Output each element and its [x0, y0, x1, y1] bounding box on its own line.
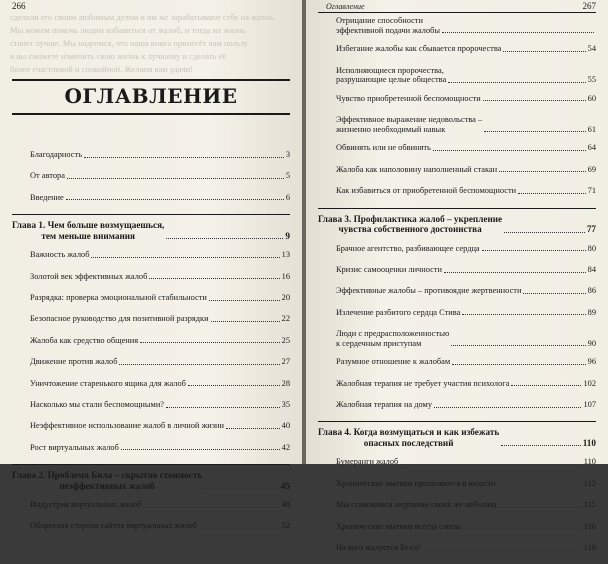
ghost-line: Мы можем помочь людям избавиться от жалоб, и тогда их жизнь — [10, 25, 246, 35]
toc-entry-label-line: Чувство приобретенной беспомощности — [336, 93, 481, 103]
toc-page-number: 20 — [281, 292, 290, 302]
toc-entry[interactable] — [12, 171, 290, 181]
header-rule — [318, 12, 596, 13]
leader-dots — [84, 157, 284, 158]
toc-entry-label — [318, 214, 502, 235]
toc-entry-label-line: Исполняющиеся пророчества, — [336, 65, 444, 75]
toc-page-number: 84 — [587, 264, 596, 274]
leader-dots — [452, 364, 585, 365]
toc-entry-label-line: Глава 1. Чем больше возмущаешься, — [12, 220, 165, 231]
toc-entry-label-line: опасных последствий — [363, 437, 454, 448]
toc-entry-label — [30, 336, 138, 346]
toc-entry-label-line: Оборотная сторона сайтов виртуальных жалоб — [30, 521, 198, 531]
toc-entry-label-line: От автора — [30, 171, 65, 181]
leader-dots — [498, 485, 582, 486]
toc-entry-label-line: Благодарность — [30, 150, 83, 159]
toc-page-number: 22 — [281, 314, 290, 324]
toc-entry-label-line: На кого жалуется Белл? — [336, 543, 421, 552]
toc-entry-label-line: Брачное агентство, разбивающее сердца — [336, 243, 480, 253]
toc-entry[interactable] — [318, 186, 596, 196]
toc-entry[interactable] — [12, 150, 290, 160]
toc-entry-label-line: чувства собственного достоинства — [338, 224, 482, 235]
toc-entry-label-line: разрушающие целые общества — [336, 75, 447, 85]
leader-dots — [188, 385, 280, 386]
right-page — [306, 0, 608, 552]
toc-entry-label-line: Жалобная терапия не требует участия психолога — [336, 378, 510, 388]
toc-page-number: 110 — [583, 457, 596, 467]
leader-dots — [462, 314, 585, 315]
toc-entry[interactable] — [12, 336, 290, 346]
toc-chapter[interactable] — [12, 220, 290, 241]
toc-entry[interactable] — [318, 357, 596, 367]
leader-dots — [484, 131, 586, 132]
toc-entry-label — [12, 470, 202, 491]
leader-dots — [433, 150, 586, 151]
toc-page-number: 71 — [587, 186, 596, 196]
toc-page-number: 102 — [583, 378, 596, 388]
toc-page-number: 5 — [285, 171, 290, 181]
toc-entry-label — [30, 314, 209, 324]
toc-entry[interactable] — [12, 500, 290, 510]
toc-entry-label-line: Индустрия виртуальных жалоб — [30, 500, 142, 510]
toc-page-number: 42 — [281, 442, 290, 452]
toc-entry[interactable] — [12, 314, 290, 324]
leader-dots — [503, 51, 585, 52]
ghost-line: и вы сможете изменить свою жизнь к лучшему и сделать её — [10, 51, 227, 61]
left-folio: 266 — [12, 1, 26, 11]
leader-dots — [199, 528, 280, 529]
toc-entry-label — [30, 250, 89, 260]
toc-entry-label-line: Эффективное выражение недовольства – — [336, 115, 483, 125]
toc-entry-label-line: Жалобная терапия на дому — [336, 400, 433, 410]
toc-entry-label — [336, 522, 461, 532]
toc-page-number: 90 — [587, 338, 596, 348]
toc-page-number: 60 — [587, 93, 596, 103]
toc-page-number: 69 — [587, 164, 596, 174]
leader-dots — [504, 232, 585, 233]
toc-entry[interactable] — [12, 250, 290, 260]
toc-entry-label — [30, 357, 117, 367]
toc-entry-label — [336, 329, 449, 348]
page-title: ОГЛАВЛЕНИЕ — [64, 84, 238, 108]
toc-entry-label-line: жизненно необходимый навык — [336, 124, 446, 134]
toc-entry-label-line: эффективной подачи жалобы — [336, 25, 441, 35]
toc-entry[interactable] — [318, 94, 596, 104]
toc-entry-label-line: Излечение разбитого сердца Стива — [336, 307, 461, 317]
toc-page-number: 45 — [280, 480, 290, 491]
toc-entry-label — [336, 165, 497, 175]
toc-entry-label — [336, 16, 440, 35]
toc-entry[interactable] — [318, 500, 596, 510]
leader-dots — [66, 199, 284, 200]
toc-entry-label-line: Движение против жалоб — [30, 357, 118, 367]
toc-entry[interactable] — [318, 379, 596, 389]
toc-entry[interactable] — [12, 193, 290, 203]
toc-entry[interactable] — [318, 457, 596, 467]
leader-dots — [451, 345, 585, 346]
toc-entry[interactable] — [318, 244, 596, 254]
leader-dots — [119, 364, 279, 365]
title-rule-top — [12, 79, 290, 81]
toc-page-number: 116 — [583, 521, 596, 531]
toc-entry[interactable] — [318, 16, 596, 35]
toc-entry[interactable] — [318, 44, 596, 54]
toc-entry[interactable] — [12, 293, 290, 303]
leader-dots — [523, 293, 585, 294]
toc-entry-label — [30, 171, 65, 181]
toc-entry[interactable] — [12, 443, 290, 453]
toc-page-number: 54 — [587, 44, 596, 54]
toc-page-number: 52 — [281, 521, 290, 531]
toc-entry-label — [30, 193, 64, 203]
leader-dots — [483, 100, 586, 101]
toc-entry[interactable] — [318, 400, 596, 410]
toc-page-number: 35 — [281, 399, 290, 409]
toc-entry-label — [336, 308, 460, 318]
chapter-divider — [318, 421, 596, 422]
leader-dots — [501, 445, 580, 446]
toc-entry-label — [336, 500, 496, 510]
leader-dots — [121, 449, 280, 450]
toc-entry-label-line: Золотой век эффективных жалоб — [30, 271, 148, 281]
toc-entry[interactable] — [318, 522, 596, 532]
toc-page-number: 16 — [281, 271, 290, 281]
bleed-through-text — [0, 8, 302, 88]
toc-right — [318, 16, 596, 564]
leader-dots — [204, 488, 279, 489]
toc-page-number: 64 — [587, 143, 596, 153]
toc-entry-label — [336, 44, 501, 54]
toc-entry[interactable] — [318, 479, 596, 489]
toc-entry-label — [30, 400, 164, 410]
toc-entry-label — [336, 94, 481, 104]
toc-entry-label — [30, 150, 82, 160]
leader-dots — [211, 321, 280, 322]
toc-chapter[interactable] — [318, 427, 596, 448]
toc-page-number: 96 — [587, 357, 596, 367]
leader-dots — [463, 528, 582, 529]
toc-left — [12, 150, 290, 543]
toc-entry-label-line: Важность жалоб — [30, 250, 90, 260]
toc-entry-label-line: Как избавиться от приобретенной беспомощности — [336, 186, 517, 196]
toc-page-number: 13 — [281, 250, 290, 260]
leader-dots — [149, 278, 279, 279]
leader-dots — [423, 550, 582, 551]
toc-entry-label-line: к сердечным приступам — [336, 338, 422, 348]
toc-entry-label-line: Рост виртуальных жалоб — [30, 442, 119, 452]
leader-dots — [482, 250, 586, 251]
toc-entry-label — [30, 500, 142, 510]
toc-page-number: 55 — [587, 75, 596, 85]
toc-entry-label-line: Глава 4. Когда возмущаться и как избежать — [318, 427, 500, 438]
toc-entry-label — [336, 265, 442, 275]
toc-entry-label — [336, 115, 482, 134]
toc-entry-label-line: Жалоба как наполовину наполненный стакан — [336, 164, 498, 174]
leader-dots — [511, 385, 581, 386]
toc-page-number: 9 — [285, 230, 290, 241]
toc-entry-label-line: Бумеранги жалоб — [336, 457, 399, 467]
toc-entry-label — [30, 293, 207, 303]
toc-entry-label-line: Эффективные жалобы – противоядие жертвенности — [336, 286, 522, 296]
leader-dots — [144, 507, 280, 508]
leader-dots — [444, 272, 586, 273]
toc-entry-label — [30, 379, 186, 389]
leader-dots — [166, 407, 280, 408]
toc-page-number: 28 — [281, 378, 290, 388]
toc-entry-label — [336, 457, 398, 467]
toc-chapter[interactable] — [318, 214, 596, 235]
toc-chapter[interactable] — [12, 470, 290, 491]
toc-entry-label — [30, 272, 147, 282]
toc-entry[interactable] — [12, 272, 290, 282]
leader-dots — [140, 342, 280, 343]
toc-entry-label-line: Мы становимся жертвами своих же небылиц — [336, 500, 497, 510]
toc-entry-label-line: Неэффективное использование жалоб в личной жизни — [30, 421, 225, 431]
toc-entry-label — [336, 479, 496, 489]
toc-entry-label — [336, 286, 521, 296]
toc-entry-label — [30, 443, 119, 453]
toc-entry[interactable] — [318, 143, 596, 153]
toc-entry[interactable] — [318, 265, 596, 275]
toc-page-number: 40 — [281, 421, 290, 431]
toc-entry-label-line: Разрядка: проверка эмоциональной стабильности — [30, 292, 207, 302]
toc-entry-label — [30, 521, 197, 531]
toc-entry-label — [336, 357, 450, 367]
toc-page-number: 25 — [281, 335, 290, 345]
toc-entry[interactable] — [12, 521, 290, 531]
toc-page-number: 77 — [586, 224, 596, 235]
ghost-line: более счастливой и спокойной. Желаем вам удачи! — [10, 64, 193, 74]
ghost-line: сделали его своим любимым делом и им же зарабатывают себе на жизнь. — [10, 12, 276, 22]
title-rule-bottom — [12, 113, 290, 115]
toc-entry[interactable] — [12, 357, 290, 367]
running-head: Оглавление — [326, 2, 365, 11]
toc-entry-label-line: Жалоба как средство общения — [30, 335, 139, 345]
toc-entry[interactable] — [318, 165, 596, 175]
toc-entry-label-line: Отрицание способности — [336, 16, 423, 25]
left-page — [0, 0, 302, 531]
toc-entry[interactable] — [12, 400, 290, 410]
toc-entry-label — [336, 66, 446, 85]
toc-page-number: 107 — [583, 400, 596, 410]
leader-dots — [448, 82, 585, 83]
toc-entry-label-line: Насколько мы стали беспомощными? — [30, 399, 165, 409]
toc-entry[interactable] — [12, 379, 290, 389]
toc-entry-label-line: Разумное отношение к жалобам — [336, 357, 451, 367]
toc-entry-label-line: Глава 3. Профилактика жалоб – укрепление — [318, 213, 503, 224]
leader-dots — [400, 464, 581, 465]
leader-dots — [434, 407, 581, 408]
leader-dots — [166, 238, 283, 239]
leader-dots — [498, 507, 581, 508]
toc-page-number: 3 — [285, 150, 290, 159]
toc-entry-label-line: Безопасное руководство для позитивной разрядки — [30, 314, 209, 324]
chapter-divider — [318, 208, 596, 209]
toc-page-number: 112 — [583, 478, 596, 488]
toc-page-number: 118 — [583, 543, 596, 552]
toc-page-number: 80 — [587, 243, 596, 253]
toc-entry-label — [336, 186, 516, 196]
toc-entry-label-line: Избегание жалобы как сбывается пророчества — [336, 44, 502, 54]
toc-page-number: 6 — [285, 192, 290, 202]
toc-entry-label — [12, 220, 164, 241]
toc-entry-label-line: Хронические нытики всегда слепы — [336, 521, 461, 531]
toc-entry[interactable] — [318, 66, 596, 85]
toc-entry-label — [318, 427, 499, 448]
toc-entry[interactable] — [318, 543, 596, 553]
toc-entry-label — [30, 421, 224, 431]
leader-dots — [67, 178, 284, 179]
toc-entry-label — [336, 143, 431, 153]
toc-entry[interactable] — [12, 421, 290, 431]
leader-dots — [91, 257, 279, 258]
toc-entry-label-line: Введение — [30, 192, 64, 202]
toc-entry-label-line: Хронические нытики проявляются в юности — [336, 478, 496, 488]
right-folio: 267 — [582, 1, 596, 11]
toc-entry-label-line: тем меньше внимания — [41, 230, 136, 241]
toc-entry-label — [336, 543, 421, 553]
toc-entry-label — [336, 244, 480, 254]
toc-entry-label-line: Глава 2. Проблема Била – скрытая стоимость — [12, 470, 203, 481]
toc-entry-label-line: Уничтожение старенького ящика для жалоб — [30, 378, 186, 388]
toc-page-number: 89 — [587, 307, 596, 317]
toc-entry[interactable] — [318, 286, 596, 296]
leader-dots — [209, 300, 280, 301]
toc-entry-label-line: Люди с предрасположенностью — [336, 329, 450, 339]
toc-entry[interactable] — [318, 115, 596, 134]
chapter-divider — [12, 464, 290, 465]
chapter-divider — [12, 214, 290, 215]
toc-page-number: 110 — [582, 437, 596, 448]
toc-entry[interactable] — [318, 308, 596, 318]
ghost-line: станет лучше. Мы надеемся, что наша книга принесёт вам пользу — [10, 38, 249, 48]
toc-page-number: 86 — [587, 286, 596, 296]
toc-entry-label-line: неэффективных жалоб — [59, 480, 155, 491]
toc-page-number: 27 — [281, 357, 290, 367]
leader-dots — [226, 428, 280, 429]
leader-dots — [442, 32, 594, 33]
toc-entry-label-line: Кризис самооценки личности — [336, 264, 443, 274]
toc-entry-label — [336, 379, 509, 389]
toc-entry[interactable] — [318, 329, 596, 348]
toc-entry-label — [336, 400, 432, 410]
toc-page-number: 48 — [281, 500, 290, 510]
leader-dots — [499, 171, 586, 172]
toc-page-number: 115 — [583, 500, 596, 510]
toc-entry-label-line: Обвинять или не обвинять — [336, 143, 431, 153]
toc-page-number: 61 — [587, 124, 596, 134]
leader-dots — [518, 193, 586, 194]
